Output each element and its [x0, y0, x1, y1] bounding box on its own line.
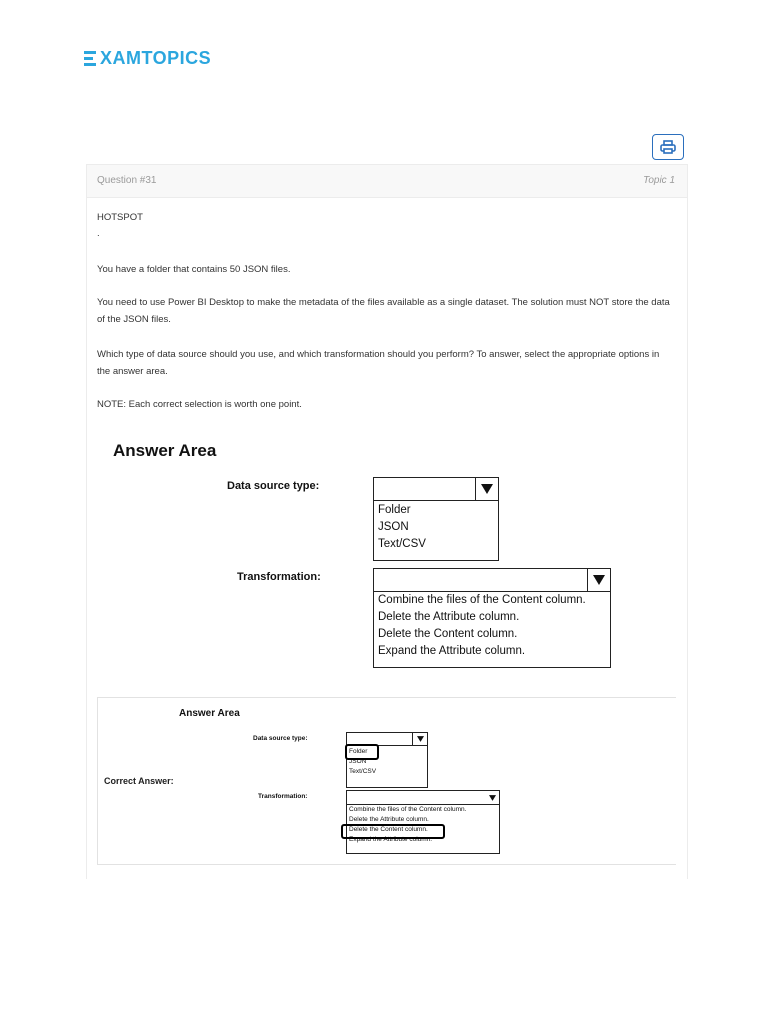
correct-transformation-dropdown — [346, 790, 500, 854]
question-paragraph-1: You have a folder that contains 50 JSON files. — [97, 264, 291, 275]
correct-transformation-label: Transformation: — [258, 793, 308, 800]
question-type: HOTSPOT — [97, 212, 143, 223]
transformation-option[interactable]: Expand the Attribute column. — [378, 645, 526, 657]
print-button[interactable] — [652, 134, 684, 160]
question-note: NOTE: Each correct selection is worth one point. — [97, 399, 302, 410]
dropdown-arrow-icon[interactable] — [475, 478, 498, 500]
selected-data-source-highlight — [345, 744, 379, 760]
question-paragraph-2: You need to use Power BI Desktop to make the metadata of the files available as a single dataset. The solution must NOT store the data of the JSON files. — [97, 297, 670, 325]
answer-area-title: Answer Area — [113, 441, 217, 460]
printer-icon — [660, 140, 676, 154]
correct-data-source-dropdown — [346, 732, 428, 788]
transformation-option[interactable]: Delete the Attribute column. — [378, 611, 520, 623]
data-source-option[interactable]: Text/CSV — [378, 538, 426, 550]
logo-text: XAMTOPICS — [100, 47, 212, 68]
data-source-dropdown[interactable] — [373, 477, 499, 561]
data-source-label: Data source type: — [227, 480, 320, 492]
question-card — [86, 164, 688, 879]
correct-transformation-option: Expand the Attribute column. — [349, 836, 433, 843]
transformation-option[interactable]: Combine the files of the Content column. — [378, 594, 586, 606]
correct-answer-label: Correct Answer: — [104, 776, 174, 786]
correct-data-source-option: JSON — [349, 758, 367, 765]
transformation-dropdown[interactable] — [373, 568, 611, 668]
dropdown-arrow-icon[interactable] — [587, 569, 610, 591]
logo-e-mark — [84, 50, 98, 66]
correct-transformation-option: Delete the Attribute column. — [349, 816, 429, 823]
transformation-label: Transformation: — [237, 571, 321, 583]
data-source-option[interactable]: JSON — [378, 521, 409, 533]
question-topic: Topic 1 — [643, 175, 675, 186]
dropdown-arrow-icon — [485, 791, 499, 804]
correct-transformation-option: Combine the files of the Content column. — [349, 806, 467, 813]
question-paragraph-3: Which type of data source should you use, and which transformation should you perform? To answer, select the appropriate options in the answer area. — [97, 349, 660, 377]
examtopics-logo[interactable] — [84, 44, 211, 72]
answer-area-image — [97, 431, 625, 681]
correct-data-source-label: Data source type: — [253, 735, 308, 742]
question-dot: . — [97, 228, 100, 239]
selected-transformation-highlight — [341, 824, 445, 839]
question-number: Question #31 — [97, 175, 157, 186]
correct-data-source-option: Folder — [349, 748, 368, 755]
correct-transformation-option: Delete the Content column. — [349, 826, 428, 833]
dropdown-arrow-icon — [412, 733, 427, 745]
question-header — [87, 165, 687, 198]
data-source-option[interactable]: Folder — [378, 504, 411, 516]
correct-data-source-option: Text/CSV — [349, 768, 377, 775]
transformation-option[interactable]: Delete the Content column. — [378, 628, 518, 640]
correct-answer-area-title: Answer Area — [179, 708, 240, 719]
correct-answer-box — [97, 697, 676, 865]
